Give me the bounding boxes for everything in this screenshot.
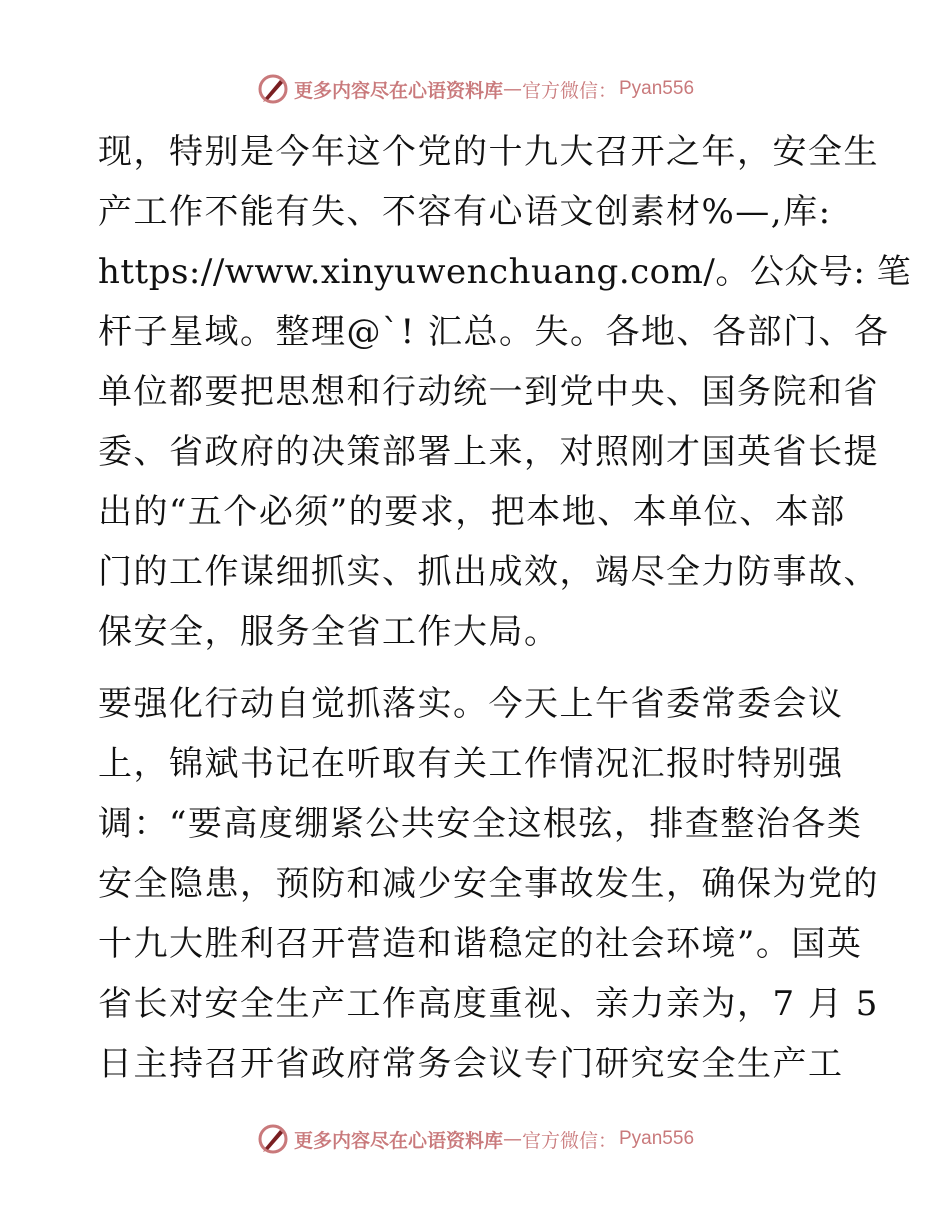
banner-wechat-label: 官方微信： [521, 1129, 617, 1152]
banner-separator: — [502, 1128, 522, 1150]
text-line: 安全隐患，预防和减少安全事故发生，确保为党的 [98, 864, 879, 904]
banner-wechat-label: 官方微信： [521, 79, 617, 102]
text-line: 现，特别是今年这个党的十九大召开之年，安全生 [98, 132, 879, 172]
banner-wechat-account: Pyan556 [619, 1128, 695, 1149]
text-line: 调：“要高度绷紧公共安全这根弦，排查整治各类 [98, 804, 863, 844]
text-line: 单位都要把思想和行动统一到党中央、国务院和省 [98, 372, 879, 412]
text-line: 上，锦斌书记在听取有关工作情况汇报时特别强 [98, 744, 844, 784]
banner-wechat-account: Pyan556 [619, 78, 695, 99]
text-line: 日主持召开省政府常务会议专门研究安全生产工 [98, 1044, 844, 1084]
paragraph-2 [98, 674, 879, 1094]
banner-brand-text: 更多内容尽在心语资料库 [293, 79, 503, 102]
text-line: 门的工作谋细抓实、抓出成效，竭尽全力防事故、 [98, 552, 879, 592]
text-line: 十九大胜利召开营造和谐稳定的社会环境”。国英 [98, 924, 863, 964]
header-banner [0, 72, 950, 106]
banner-separator: — [502, 78, 522, 100]
text-line: 省长对安全生产工作高度重视、亲力亲为，7 月 5 [98, 984, 879, 1024]
footer-banner [0, 1122, 950, 1156]
text-line: 杆子星域。整理@`! 汇总。失。各地、各部门、各 [98, 312, 890, 352]
paragraph-1 [98, 122, 912, 662]
logo-icon [256, 1122, 290, 1156]
text-line: 要强化行动自觉抓落实。今天上午省委常委会议 [98, 684, 844, 724]
text-line: 保安全，服务全省工作大局。 [98, 612, 560, 652]
text-line: https://www.xinyuwenchuang.com/。公众号: 笔 [98, 252, 912, 292]
banner-brand-text: 更多内容尽在心语资料库 [293, 1129, 503, 1152]
document-body [98, 122, 912, 1094]
text-line: 出的“五个必须”的要求，把本地、本单位、本部 [98, 492, 846, 532]
logo-icon [256, 72, 290, 106]
text-line: 产工作不能有失、不容有心语文创素材%—,库: [98, 192, 832, 232]
text-line: 委、省政府的决策部署上来，对照刚才国英省长提 [98, 432, 879, 472]
